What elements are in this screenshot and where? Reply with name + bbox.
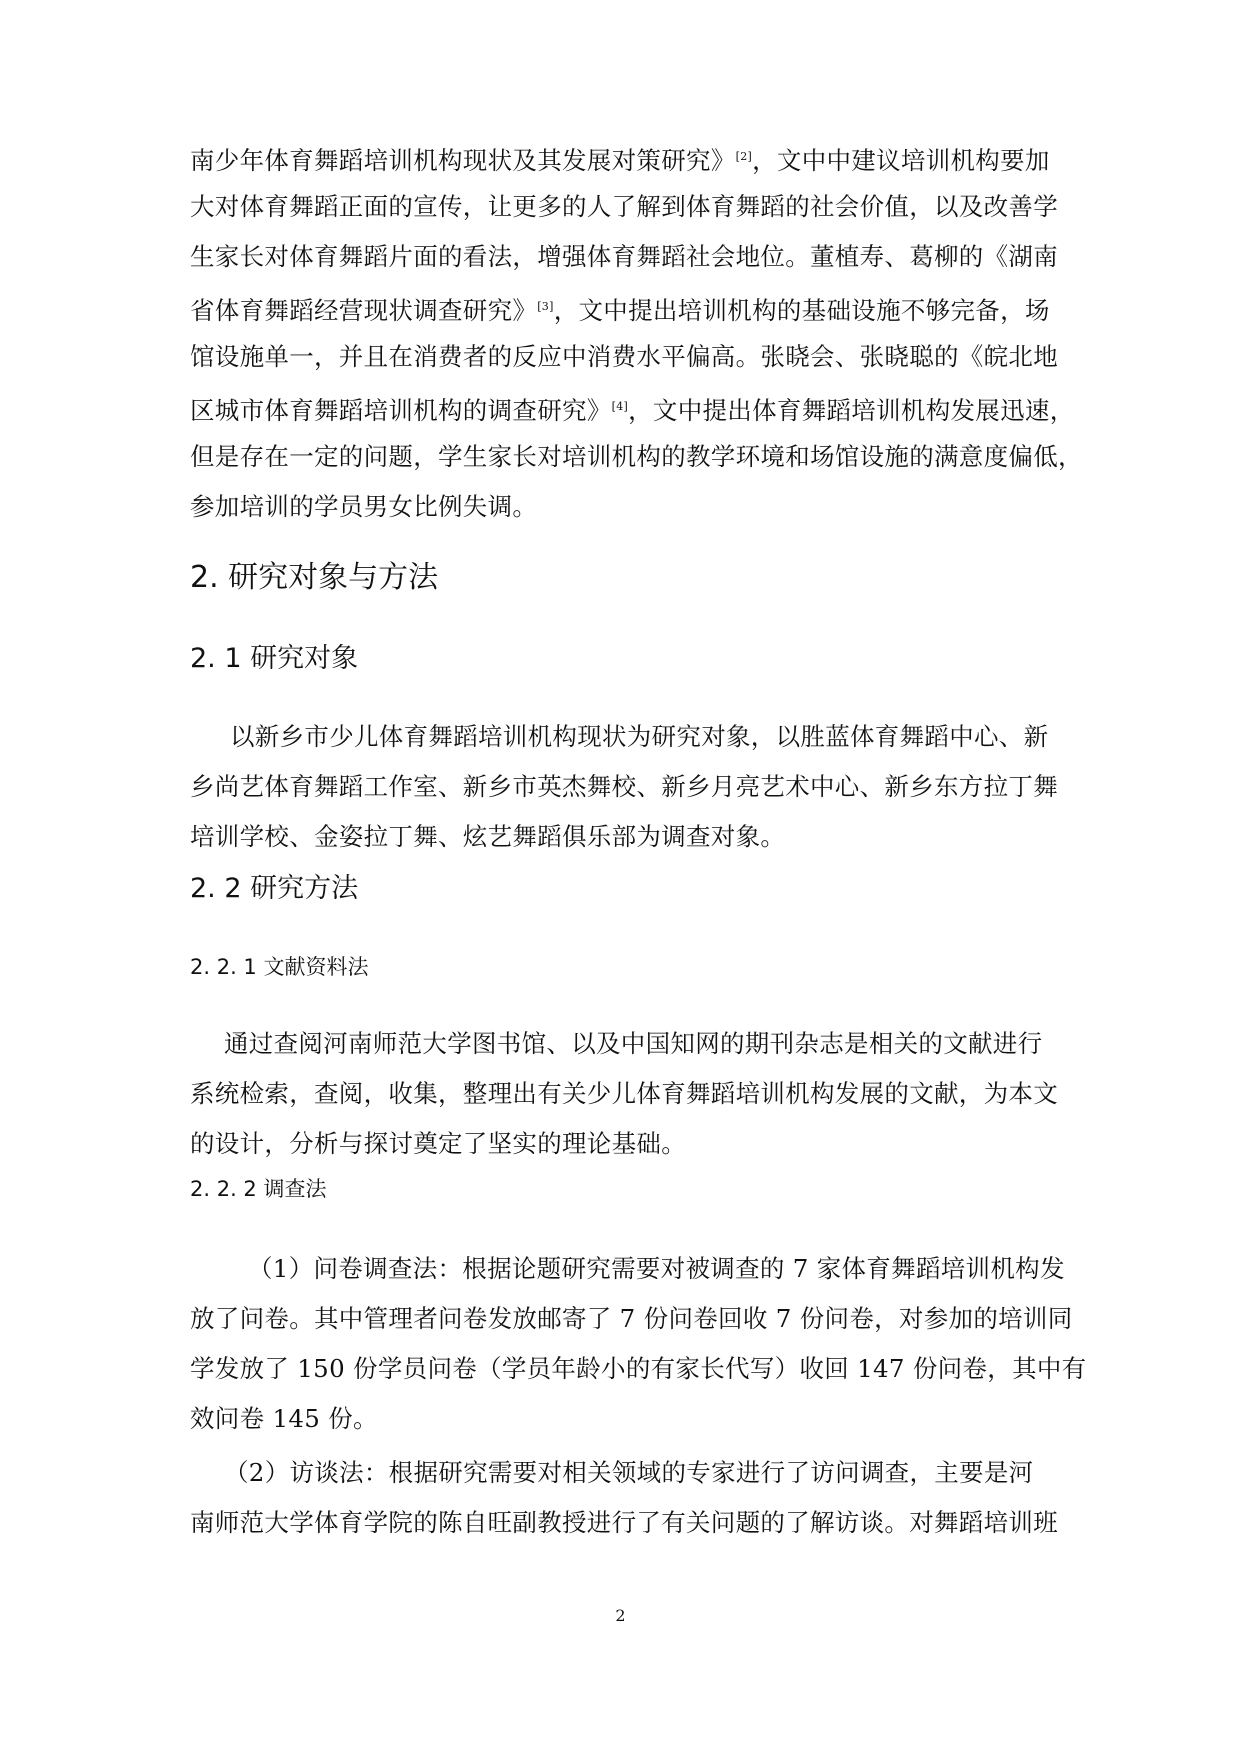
text-line: 的设计，分析与探讨奠定了坚实的理论基础。 (190, 1129, 686, 1158)
text-line: 系统检索，查阅，收集，整理出有关少儿体育舞蹈培训机构发展的文献，为本文 (190, 1079, 1058, 1108)
text-line: 馆设施单一，并且在消费者的反应中消费水平偏高。张晓会、张晓聪的《皖北地 (190, 342, 1058, 371)
sub-subsection-heading: 2. 2. 1 文献资料法 (190, 955, 369, 979)
text-segment: ，文中提出体育舞蹈培训机构发展迅速， (628, 396, 1075, 425)
text-line: 以新乡市少儿体育舞蹈培训机构现状为研究对象，以胜蓝体育舞蹈中心、新 (230, 722, 1049, 751)
text-line: 乡尚艺体育舞蹈工作室、新乡市英杰舞校、新乡月亮艺术中心、新乡东方拉丁舞 (190, 772, 1058, 801)
subsection-heading: 2. 2 研究方法 (190, 873, 359, 904)
literature-method-paragraph (190, 1019, 1060, 1169)
text-line (190, 282, 1060, 332)
text-line: 放了问卷。其中管理者问卷发放邮寄了 7 份问卷回收 7 份问卷，对参加的培训同 (190, 1304, 1073, 1333)
text-line: 生家长对体育舞蹈片面的看法，增强体育舞蹈社会地位。董植寿、葛柳的《湖南 (190, 242, 1058, 271)
text-line: （2）访谈法：根据研究需要对相关领域的专家进行了访问调查，主要是河 (224, 1458, 1034, 1487)
text-line (190, 132, 1060, 182)
text-line: 南师范大学体育学院的陈自旺副教授进行了有关问题的了解访谈。对舞蹈培训班 (190, 1508, 1058, 1537)
text-line: 效问卷 145 份。 (190, 1404, 378, 1433)
text-line (190, 382, 1075, 432)
text-line: 学发放了 150 份学员问卷（学员年龄小的有家长代写）收回 147 份问卷，其中有 (190, 1354, 1087, 1383)
text-line: 参加培训的学员男女比例失调。 (190, 492, 538, 521)
survey-method-paragraph (190, 1244, 1087, 1444)
citation-ref: [2] (735, 150, 753, 163)
text-segment: 南少年体育舞蹈培训机构现状及其发展对策研究》 (190, 146, 736, 175)
text-line: 培训学校、金姿拉丁舞、炫艺舞蹈俱乐部为调查对象。 (190, 822, 786, 851)
text-segment: 区城市体育舞蹈培训机构的调查研究》 (190, 396, 612, 425)
text-segment: ，文中提出培训机构的基础设施不够完备，场 (553, 296, 1050, 325)
text-line: 通过查阅河南师范大学图书馆、以及中国知网的期刊杂志是相关的文献进行 (224, 1029, 1043, 1058)
citation-ref: [4] (611, 400, 629, 413)
research-object-paragraph (190, 712, 1060, 862)
interview-method-paragraph (190, 1448, 1060, 1548)
citation-ref: [3] (537, 300, 554, 313)
text-line: （1）问卷调查法：根据论题研究需要对被调查的 7 家体育舞蹈培训机构发 (248, 1254, 1065, 1283)
section-heading: 2. 研究对象与方法 (190, 560, 439, 595)
text-line: 但是存在一定的问题，学生家长对培训机构的教学环境和场馆设施的满意度偏低， (190, 442, 1083, 471)
sub-subsection-heading: 2. 2. 2 调查法 (190, 1177, 327, 1201)
intro-paragraph (190, 132, 1083, 532)
page-number: 2 (615, 1606, 626, 1625)
text-segment: 省体育舞蹈经营现状调查研究》 (190, 296, 538, 325)
text-segment: ，文中中建议培训机构要加 (752, 146, 1050, 175)
subsection-heading: 2. 1 研究对象 (190, 643, 359, 674)
text-line: 大对体育舞蹈正面的宣传，让更多的人了解到体育舞蹈的社会价值，以及改善学 (190, 192, 1058, 221)
